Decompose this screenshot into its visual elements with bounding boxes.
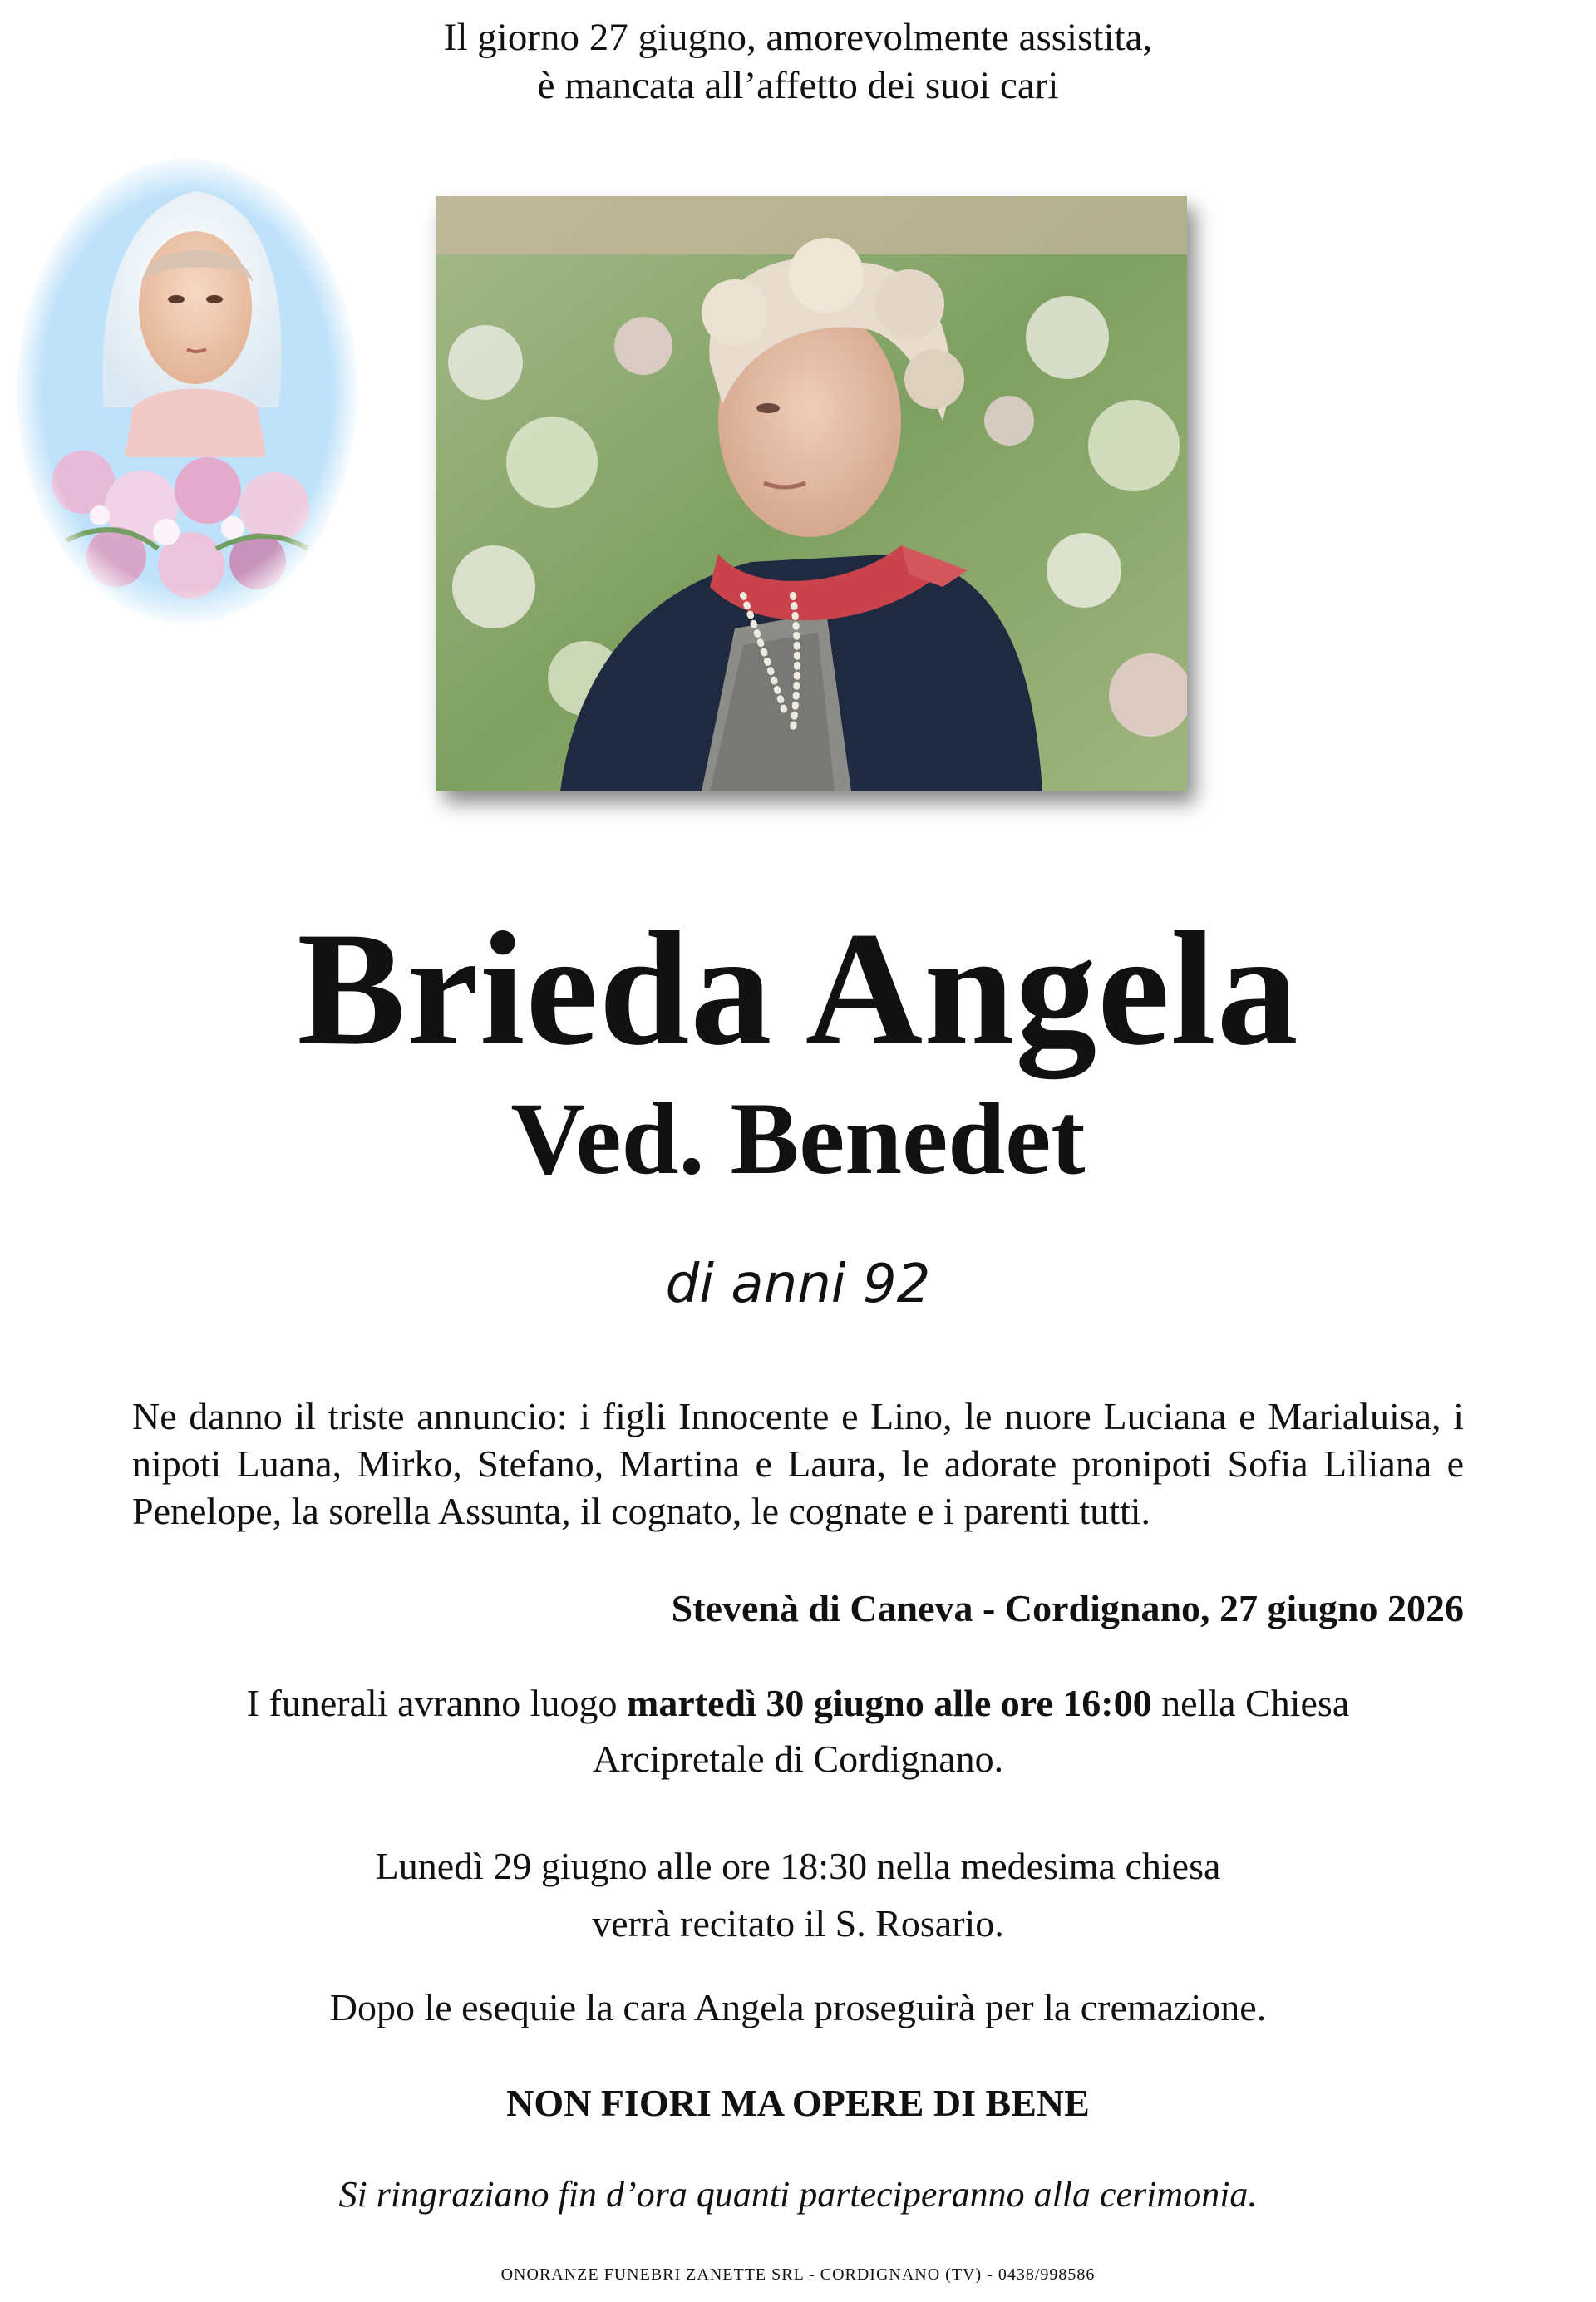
funeral-line-1	[0, 1675, 1596, 1731]
intro-line-1: Il giorno 27 giugno, amorevolmente assistita,	[443, 16, 1153, 59]
place-date: Stevenà di Caneva - Cordignano, 27 giugno 2026	[671, 1587, 1464, 1629]
intro-line-2: è mancata all’affetto dei suoi cari	[537, 64, 1059, 107]
flowers-notice: NON FIORI MA OPERE DI BENE	[506, 2082, 1090, 2124]
deceased-age: di anni 92	[665, 1254, 931, 1315]
deceased-married-name: Ved. Benedet	[510, 1082, 1086, 1195]
funeral-line-2: Arcipretale di Cordignano.	[592, 1738, 1004, 1780]
rosary-line-2: verrà recitato il S. Rosario.	[592, 1902, 1004, 1945]
rosary-info	[0, 1837, 1596, 1952]
funeral-prefix: I funerali avranno luogo	[246, 1682, 628, 1724]
announcement-text: Ne danno il triste annuncio: i figli Innocente e Lino, le nuore Luciana e Marialuisa, i nipoti Luana, Mirko, Stefano, Martina e Laura, le adorate pronipoti Sofia Liliana e Penelope, la sorella Assunta, il cognato, le cognate e i parenti tutti.	[132, 1395, 1464, 1532]
thanks-text: Si ringraziano fin d’ora quanti parteciperanno alla cerimonia.	[338, 2174, 1258, 2215]
cremation-notice: Dopo le esequie la cara Angela proseguirà per la cremazione.	[329, 1986, 1267, 2028]
funeral-datetime: martedì 30 giugno alle ore 16:00	[627, 1682, 1152, 1724]
funeral-suffix: nella Chiesa	[1151, 1682, 1350, 1724]
madonna-image	[17, 158, 357, 624]
funeral-info	[0, 1675, 1596, 1787]
deceased-name: Brieda Angela	[297, 899, 1299, 1079]
rosary-line-1: Lunedì 29 giugno alle ore 18:30 nella medesima chiesa	[375, 1845, 1221, 1887]
deceased-portrait	[436, 196, 1187, 791]
intro-text	[0, 13, 1596, 110]
funeral-home-footer: ONORANZE FUNEBRI ZANETTE SRL - CORDIGNANO (TV) - 0438/998586	[500, 2265, 1096, 2284]
